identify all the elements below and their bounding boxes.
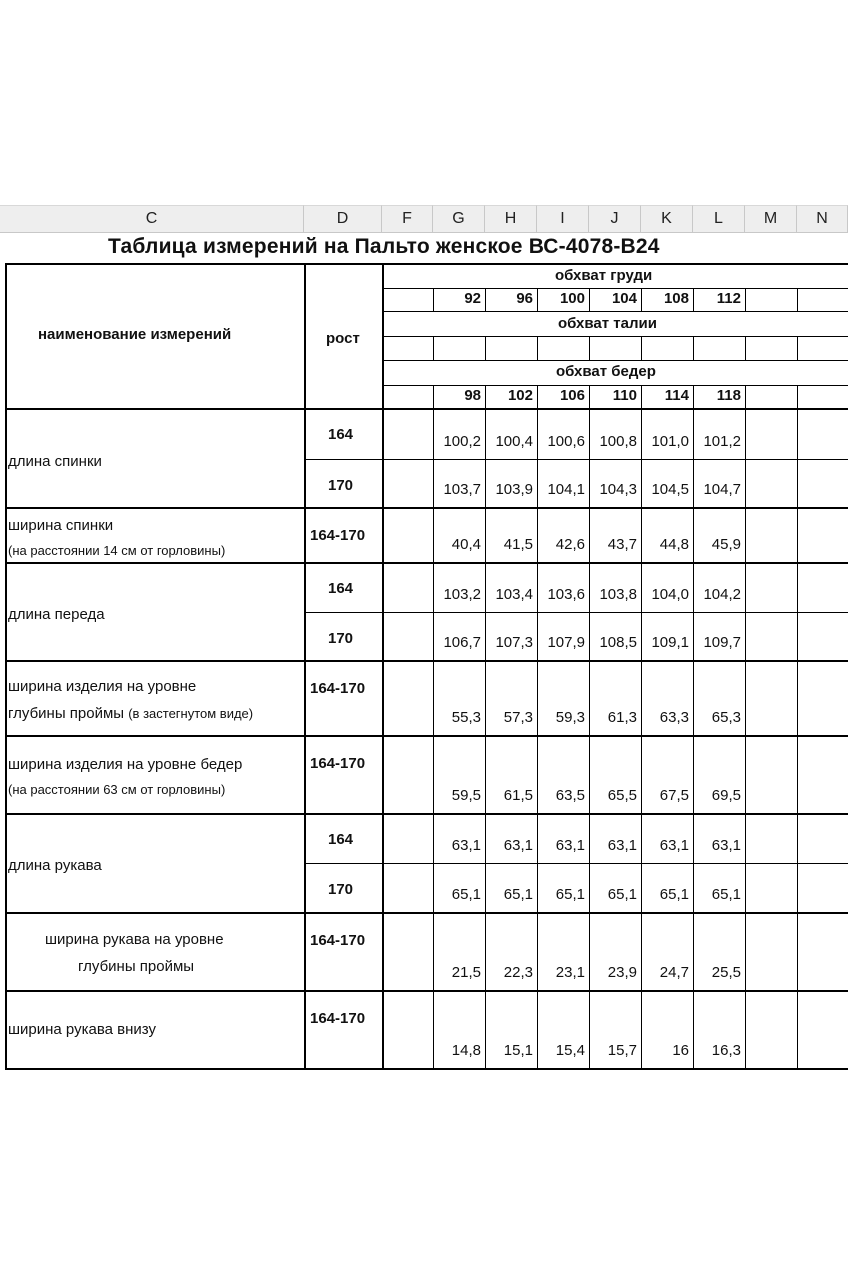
value-cell[interactable]: 109,7 <box>703 634 741 651</box>
group-bottom-border <box>5 813 848 815</box>
value-cell[interactable]: 15,1 <box>503 1042 533 1059</box>
height-row-divider <box>304 612 848 613</box>
column-header-k[interactable]: K <box>641 205 693 233</box>
value-cell[interactable]: 15,7 <box>607 1042 637 1059</box>
value-cell[interactable]: 57,3 <box>503 709 533 726</box>
value-cell[interactable]: 65,3 <box>711 709 741 726</box>
hip-size-cell[interactable]: 98 <box>464 387 481 404</box>
hip-girth-label[interactable]: обхват бедер <box>556 363 656 380</box>
header-row-divider <box>382 385 848 386</box>
value-cell[interactable]: 65,1 <box>451 886 481 903</box>
row-label-sleeve-length[interactable]: длина рукава <box>8 857 102 874</box>
height-cell[interactable]: 164-170 <box>310 755 366 772</box>
group-bottom-border <box>5 990 848 992</box>
group-bottom-border <box>5 1068 848 1070</box>
value-cell[interactable]: 16 <box>672 1042 689 1059</box>
hip-size-cell[interactable]: 114 <box>664 387 689 404</box>
value-cell[interactable]: 23,1 <box>555 964 585 981</box>
group-bottom-border <box>5 507 848 509</box>
value-cell[interactable]: 104,2 <box>703 586 741 603</box>
table-top-border <box>5 263 848 265</box>
value-cell[interactable]: 61,3 <box>607 709 637 726</box>
size-cell-divider <box>745 336 746 360</box>
value-cell[interactable]: 107,9 <box>547 634 585 651</box>
row-label-front-length[interactable]: длина переда <box>8 606 105 623</box>
column-header-h[interactable]: H <box>485 205 537 233</box>
chest-girth-label[interactable]: обхват груди <box>555 267 653 284</box>
value-cell[interactable]: 24,7 <box>659 964 689 981</box>
title-text: Таблица измерений на Пальто женское ВС-4078-В24 <box>108 235 660 258</box>
value-cell[interactable]: 16,3 <box>711 1042 741 1059</box>
group-bottom-border <box>5 912 848 914</box>
hip-size-cell[interactable]: 106 <box>559 387 585 404</box>
value-cell[interactable]: 106,7 <box>443 634 481 651</box>
value-cell[interactable]: 109,1 <box>651 634 689 651</box>
value-cell[interactable]: 63,1 <box>451 837 481 854</box>
value-cell[interactable]: 100,4 <box>495 433 533 450</box>
value-cell[interactable]: 65,1 <box>659 886 689 903</box>
height-cell[interactable]: 164-170 <box>310 932 366 949</box>
column-header-m[interactable]: M <box>745 205 797 233</box>
column-header-i[interactable]: I <box>537 205 589 233</box>
value-cell[interactable]: 100,8 <box>599 433 637 450</box>
value-cell[interactable]: 108,5 <box>599 634 637 651</box>
value-cell[interactable]: 65,1 <box>503 886 533 903</box>
height-column-header[interactable]: рост <box>326 330 360 347</box>
value-cell[interactable]: 14,8 <box>451 1042 481 1059</box>
value-cell[interactable]: 67,5 <box>659 787 689 804</box>
header-row-divider <box>382 336 848 337</box>
value-cell[interactable]: 63,5 <box>555 787 585 804</box>
group-bottom-border <box>5 660 848 662</box>
size-cell-divider <box>433 336 434 360</box>
row-label-garment-width-armhole[interactable]: ширина изделия на уровне <box>8 678 197 695</box>
value-cell[interactable]: 59,5 <box>451 787 481 804</box>
hip-size-cell[interactable]: 102 <box>507 387 533 404</box>
row-label-sleeve-width-armhole-2[interactable]: глубины проймы <box>78 958 195 975</box>
chest-size-cell[interactable]: 96 <box>516 290 533 307</box>
value-cell[interactable]: 45,9 <box>711 536 741 553</box>
value-cell[interactable]: 100,6 <box>547 433 585 450</box>
row-label-back-width[interactable]: ширина спинки <box>8 517 114 534</box>
sheet-title <box>0 233 848 263</box>
row-note-buttoned: (в застегнутом виде) <box>128 706 254 721</box>
column-header-c[interactable]: C <box>0 205 304 233</box>
value-cell[interactable]: 104,7 <box>703 481 741 498</box>
size-cell-divider <box>537 336 538 360</box>
hip-size-cell[interactable]: 110 <box>612 387 637 404</box>
height-cell[interactable]: 164 <box>328 426 354 443</box>
value-cell[interactable]: 101,0 <box>651 433 689 450</box>
value-cell[interactable]: 104,5 <box>651 481 689 498</box>
waist-girth-label[interactable]: обхват талии <box>558 315 657 332</box>
size-cell-divider <box>797 336 798 360</box>
value-cell[interactable]: 61,5 <box>503 787 533 804</box>
column-header-n[interactable]: N <box>797 205 848 233</box>
height-cell[interactable]: 164-170 <box>310 680 366 697</box>
group-bottom-border <box>5 562 848 564</box>
height-row-divider <box>304 459 848 460</box>
row-label-sleeve-bottom-width[interactable]: ширина рукава внизу <box>8 1021 156 1038</box>
name-column-header[interactable]: наименование измерений <box>38 326 232 343</box>
column-header-j[interactable]: J <box>589 205 641 233</box>
value-cell[interactable]: 40,4 <box>451 536 481 553</box>
value-cell[interactable]: 59,3 <box>555 709 585 726</box>
header-row-divider <box>382 311 848 312</box>
value-cell[interactable]: 55,3 <box>451 709 481 726</box>
value-cell[interactable]: 65,1 <box>555 886 585 903</box>
size-cell-divider <box>797 288 798 311</box>
row-label-back-length[interactable]: длина спинки <box>8 453 102 470</box>
size-cell-divider <box>641 336 642 360</box>
size-cell-divider <box>589 336 590 360</box>
value-cell[interactable]: 103,8 <box>599 586 637 603</box>
height-row-divider <box>304 863 848 864</box>
hip-size-cell[interactable]: 118 <box>716 387 741 404</box>
size-cell-divider <box>693 336 694 360</box>
value-cell[interactable]: 25,5 <box>711 964 741 981</box>
column-header-d[interactable]: D <box>304 205 382 233</box>
column-header-f[interactable]: F <box>382 205 433 233</box>
row-label-garment-width-hips[interactable]: ширина изделия на уровне бедер <box>8 756 243 773</box>
value-cell[interactable]: 104,3 <box>599 481 637 498</box>
value-cell[interactable]: 63,1 <box>555 837 585 854</box>
size-cell-divider <box>797 385 798 408</box>
height-cell[interactable]: 164 <box>328 580 354 597</box>
value-cell[interactable]: 104,0 <box>651 586 689 603</box>
chest-size-cell[interactable]: 92 <box>464 290 481 307</box>
value-cell[interactable]: 101,2 <box>703 433 741 450</box>
row-label-garment-width-armhole-2[interactable]: глубины проймы (в застегнутом виде) <box>8 705 254 722</box>
group-bottom-border <box>5 735 848 737</box>
value-cell[interactable]: 63,1 <box>659 837 689 854</box>
col-f-border <box>382 263 384 1068</box>
row-label-sleeve-width-armhole[interactable]: ширина рукава на уровне <box>45 931 224 948</box>
chest-size-cell[interactable]: 104 <box>611 290 637 307</box>
value-cell[interactable]: 103,4 <box>495 586 533 603</box>
value-cell[interactable]: 103,2 <box>443 586 481 603</box>
value-cell[interactable]: 23,9 <box>607 964 637 981</box>
value-cell[interactable]: 22,3 <box>503 964 533 981</box>
value-cell[interactable]: 103,6 <box>547 586 585 603</box>
value-cell[interactable]: 44,8 <box>659 536 689 553</box>
row-note-back-width[interactable]: (на расстоянии 14 см от горловины) <box>8 543 226 558</box>
value-cell[interactable]: 21,5 <box>451 964 481 981</box>
height-cell[interactable]: 164-170 <box>310 527 366 544</box>
value-cell[interactable]: 41,5 <box>503 536 533 553</box>
height-cell[interactable]: 170 <box>328 881 354 898</box>
value-cell[interactable]: 65,1 <box>711 886 741 903</box>
value-cell[interactable]: 63,1 <box>711 837 741 854</box>
height-cell[interactable]: 170 <box>328 630 354 647</box>
value-cell[interactable]: 63,1 <box>503 837 533 854</box>
col-d-border <box>304 263 306 1068</box>
size-cell-divider <box>745 288 746 311</box>
height-cell[interactable]: 164 <box>328 831 354 848</box>
chest-size-cell[interactable]: 100 <box>559 290 585 307</box>
header-row-divider <box>382 288 848 289</box>
height-cell[interactable]: 170 <box>328 477 354 494</box>
header-row-divider <box>382 360 848 361</box>
column-header-l[interactable]: L <box>693 205 745 233</box>
value-cell[interactable]: 15,4 <box>555 1042 585 1059</box>
value-cell[interactable]: 65,5 <box>607 787 637 804</box>
value-cell[interactable]: 107,3 <box>495 634 533 651</box>
value-cell[interactable]: 63,1 <box>607 837 637 854</box>
header-bottom-border <box>5 408 848 410</box>
value-cell[interactable]: 43,7 <box>607 536 637 553</box>
chest-size-cell[interactable]: 108 <box>663 290 689 307</box>
table-left-border <box>5 263 7 1068</box>
height-cell[interactable]: 164-170 <box>310 1010 366 1027</box>
value-cell[interactable]: 103,9 <box>495 481 533 498</box>
size-cell-divider <box>745 385 746 408</box>
value-cell[interactable]: 42,6 <box>555 536 585 553</box>
row-note-garment-width-hips[interactable]: (на расстоянии 63 см от горловины) <box>8 782 226 797</box>
value-cell[interactable]: 69,5 <box>711 787 741 804</box>
size-cell-divider <box>485 336 486 360</box>
value-cell[interactable]: 63,3 <box>659 709 689 726</box>
value-cell[interactable]: 65,1 <box>607 886 637 903</box>
column-header-g[interactable]: G <box>433 205 485 233</box>
chest-size-cell[interactable]: 112 <box>716 290 741 307</box>
value-cell[interactable]: 104,1 <box>547 481 585 498</box>
value-cell[interactable]: 100,2 <box>443 433 481 450</box>
value-cell[interactable]: 103,7 <box>443 481 481 498</box>
